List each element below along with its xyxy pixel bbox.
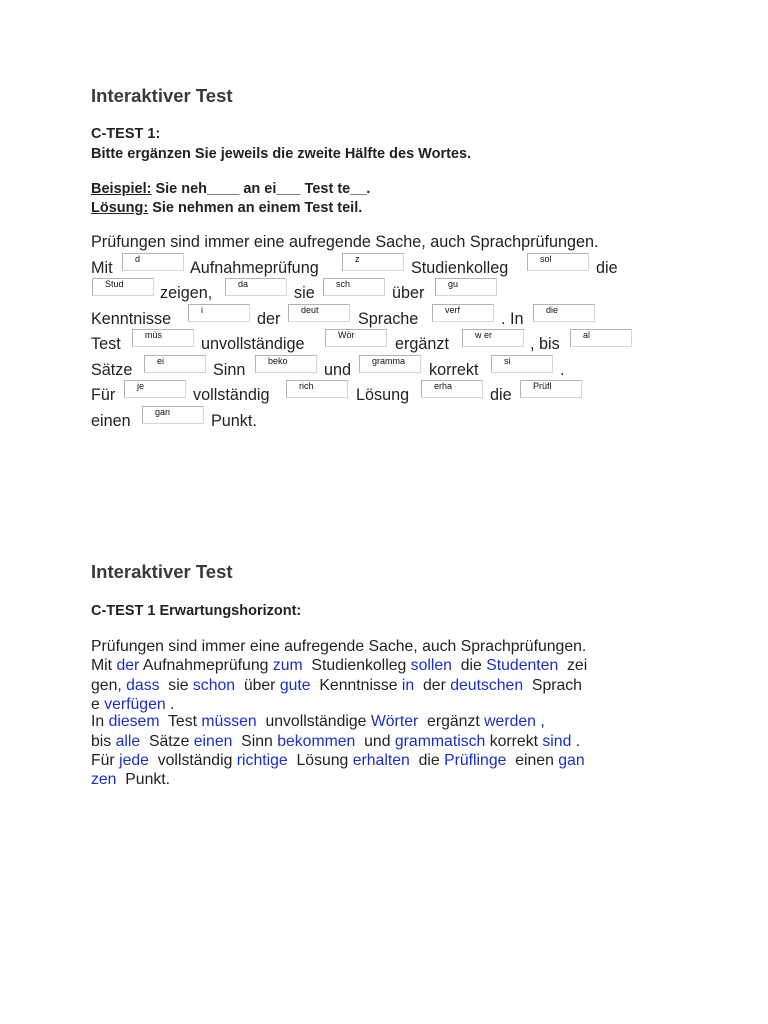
answer-word: bekommen [277, 733, 356, 750]
answer-word: der [116, 657, 140, 674]
text-word: Aufnahmeprüfung [190, 259, 319, 277]
solution-line [91, 751, 585, 770]
solution-line [91, 712, 545, 731]
answer-word: Wörter [370, 713, 419, 730]
gap-input[interactable]: w er [462, 329, 524, 347]
text-word: vollständig [193, 386, 270, 404]
gap-input[interactable]: erha [421, 380, 483, 398]
solution-text-segment: gen, [91, 677, 127, 694]
solution-text-segment: der [414, 677, 451, 694]
solution-example-text: Sie nehmen an einem Test teil. [148, 200, 363, 216]
solution-example-line [91, 199, 362, 218]
solution-text-segment: , [535, 713, 545, 730]
text-word: , bis [530, 335, 560, 353]
answer-word: richtige [236, 752, 288, 769]
example-text: Sie neh____ an ei___ Test te__. [151, 181, 371, 197]
gap-input[interactable]: d [122, 253, 184, 271]
gap-input[interactable]: Stud [92, 278, 154, 296]
answer-word: dass [126, 677, 160, 694]
gap-input[interactable]: die [533, 304, 595, 322]
solution-text-segment: In [91, 713, 109, 730]
solution-text-segment: Punkt. [116, 771, 171, 788]
solution-text-segment: die [409, 752, 445, 769]
solution-heading: C-TEST 1 Erwartungshorizont: [91, 603, 302, 619]
gap-input[interactable]: beko [255, 355, 317, 373]
text-word: der [257, 310, 281, 328]
solution-text-segment: korrekt [485, 733, 543, 750]
gap-input[interactable]: ei [144, 355, 206, 373]
page-title: Interaktiver Test [91, 85, 233, 106]
answer-word: einen [193, 733, 233, 750]
solution-text-segment: vollständig [148, 752, 237, 769]
answer-word: diesem [108, 713, 160, 730]
example-label: Beispiel: [91, 181, 152, 197]
solution-line [91, 676, 582, 695]
answer-word: grammatisch [394, 733, 486, 750]
solution-text-segment: . [571, 733, 581, 750]
solution-title: Interaktiver Test [91, 561, 233, 582]
answer-word: erhalten [352, 752, 410, 769]
solution-text-segment: die [451, 657, 487, 674]
text-word: über [392, 284, 425, 302]
gap-input[interactable]: i [188, 304, 250, 322]
solution-text-segment: Aufnahmeprüfung [139, 657, 273, 674]
gap-input[interactable]: verf [432, 304, 494, 322]
example-line [91, 180, 370, 199]
text-word: Sinn [213, 361, 246, 379]
text-word: sie [294, 284, 315, 302]
answer-word: schon [192, 677, 236, 694]
text-word: die [596, 259, 618, 277]
solution-text-segment: Lösung [287, 752, 353, 769]
text-word: . [560, 361, 565, 379]
answer-word: sollen [410, 657, 452, 674]
gap-input[interactable]: je [124, 380, 186, 398]
solution-text-segment: Prüfungen sind immer eine aufregende Sache, auch Sprachprüfungen. [91, 638, 587, 655]
text-word: korrekt [429, 361, 479, 379]
text-word: zeigen, [160, 284, 213, 302]
solution-text-segment: Test [159, 713, 202, 730]
answer-word: werden [484, 713, 536, 730]
text-word: Für [91, 386, 116, 404]
text-word: Mit [91, 259, 113, 277]
answer-word: zum [272, 657, 303, 674]
answer-word: in [401, 677, 415, 694]
answer-word: Studenten [486, 657, 559, 674]
solution-text-segment: sie [159, 677, 193, 694]
gap-input[interactable]: gu [435, 278, 497, 296]
gap-input[interactable]: Wör [325, 329, 387, 347]
answer-word: gan [558, 752, 585, 769]
answer-word: alle [115, 733, 141, 750]
solution-text-segment: . [165, 696, 175, 713]
solution-text-segment: zei [558, 657, 588, 674]
solution-text-segment: e [91, 696, 105, 713]
solution-text-segment: ergänzt [418, 713, 485, 730]
solution-text-segment: Sprach [523, 677, 582, 694]
gap-input[interactable]: gan [142, 406, 204, 424]
text-word: Studienkolleg [411, 259, 509, 277]
solution-line [91, 732, 580, 751]
text-word: Punkt. [211, 412, 257, 430]
gap-input[interactable]: sch [323, 278, 385, 296]
solution-text-segment: über [235, 677, 280, 694]
gap-input[interactable]: da [225, 278, 287, 296]
answer-word: Prüflinge [444, 752, 507, 769]
solution-text-segment: unvollständige [256, 713, 371, 730]
test-heading: C-TEST 1: [91, 126, 161, 142]
gap-input[interactable]: si [491, 355, 553, 373]
gap-input[interactable]: z [342, 253, 404, 271]
test-text-line: Prüfungen sind immer eine aufregende Sache, auch Sprachprüfungen. [91, 233, 599, 251]
gap-input[interactable]: deut [288, 304, 350, 322]
answer-word: zen [91, 771, 117, 788]
solution-example-label: Lösung: [91, 200, 149, 216]
text-word: Sätze [91, 361, 133, 379]
solution-text-segment: Sinn [232, 733, 278, 750]
text-word: unvollständige [201, 335, 305, 353]
solution-line [91, 656, 587, 675]
gap-input[interactable]: al [570, 329, 632, 347]
answer-word: verfügen [104, 696, 166, 713]
text-word: ergänzt [395, 335, 449, 353]
solution-text-segment: Kenntnisse [310, 677, 402, 694]
text-word: und [324, 361, 352, 379]
text-word: einen [91, 412, 131, 430]
gap-input[interactable]: Prüfl [520, 380, 582, 398]
solution-text-segment: einen [506, 752, 559, 769]
answer-word: jede [119, 752, 149, 769]
text-word: die [490, 386, 512, 404]
answer-word: sind [542, 733, 572, 750]
answer-word: deutschen [450, 677, 524, 694]
solution-line [91, 637, 586, 656]
solution-text-segment: bis [91, 733, 116, 750]
gap-input[interactable]: müs [132, 329, 194, 347]
test-instruction: Bitte ergänzen Sie jeweils die zweite Hälfte des Wortes. [91, 146, 472, 162]
text-word: Test [91, 335, 121, 353]
text-word: . In [501, 310, 524, 328]
gap-input[interactable]: gramma [359, 355, 421, 373]
text-word: Sprache [358, 310, 419, 328]
solution-text-segment: Mit [91, 657, 117, 674]
solution-text-segment: Für [91, 752, 120, 769]
gap-input[interactable]: sol [527, 253, 589, 271]
solution-text-segment: und [355, 733, 395, 750]
solution-line [91, 770, 170, 789]
gap-input[interactable]: rich [286, 380, 348, 398]
text-word: Lösung [356, 386, 410, 404]
answer-word: müssen [201, 713, 257, 730]
solution-text-segment: Studienkolleg [302, 657, 411, 674]
text-word: Kenntnisse [91, 310, 172, 328]
solution-text-segment: Sätze [140, 733, 194, 750]
answer-word: gute [279, 677, 311, 694]
